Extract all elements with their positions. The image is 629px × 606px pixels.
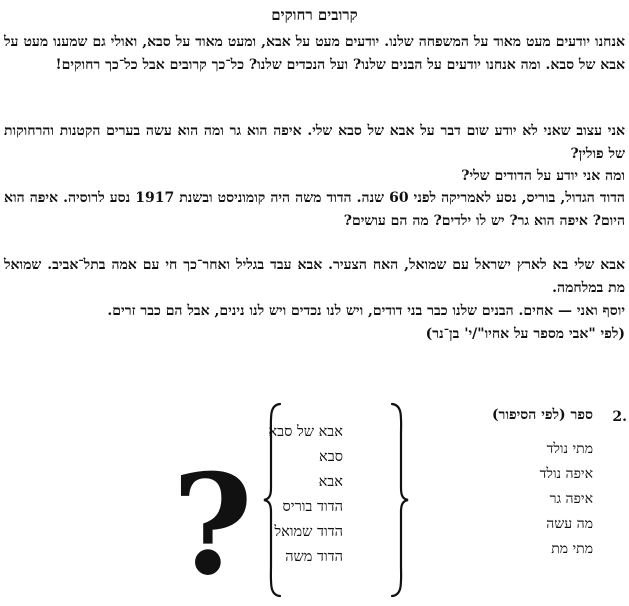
right-brace	[388, 402, 410, 598]
family-member: הדוד שמואל	[274, 524, 343, 540]
left-brace	[262, 402, 284, 598]
question-list	[540, 437, 593, 562]
question-item: מה עשה	[546, 516, 593, 532]
family-member: אבא	[318, 474, 343, 490]
family-member: סבא	[319, 449, 343, 465]
exercise-number: 2.	[612, 409, 627, 425]
exercise-title: ספר (לפי הסיפור)	[491, 407, 593, 423]
paragraph-2: אני עצוב שאני לא יודע שום דבר על אבא של סבא שלי. איפה הוא גר ומה הוא עשה בערים הקטנות והרחוקות של פולין?	[4, 123, 625, 162]
question-item: מתי נולד	[546, 441, 593, 457]
family-member: הדוד משה	[285, 549, 343, 565]
question-mark: ?	[172, 443, 253, 606]
story-title: קרובים רחוקים	[271, 6, 358, 24]
paragraph-6: יוסף ואני — אחים. הבנים שלנו כבר בני דודים, ויש לנו נכדים ויש לנו נינים, אבל הם כבר זרים.	[107, 303, 625, 319]
paragraph-3: ומה אני יודע על הדודים שלי?	[461, 168, 625, 184]
paragraph-4: הדוד הגדול, בוריס, נסע לאמריקה לפני 60 שנה. הדוד משה היה קומוניסט ובשנת 1917 נסע לרוסיה. איפה הוא היום? איפה הוא גר? יש לו ילדים? מה הם עושים?	[4, 190, 625, 229]
question-item: איפה גר	[549, 491, 593, 507]
source-credit: (לפי "אבי מספר על אחיו"/י' בן־נר)	[425, 326, 625, 342]
paragraph-5: אבא שלי בא לארץ ישראל עם שמואל, האח הצעיר. אבא עבד בגליל ואחר־כך חי עם אמה בתל־אביב. שמואל מת במלחמה.	[4, 257, 625, 296]
question-item: מתי מת	[551, 541, 593, 557]
question-item: איפה נולד	[539, 466, 593, 482]
paragraph-1: אנחנו יודעים מעט מאוד על המשפחה שלנו. יודעים מעט על אבא, ומעט מאוד על סבא, ואולי גם שמענו מעט על אבא של סבא. ומה אנחנו יודעים על הבנים שלנו? ועל הנכדים שלנו? כל־כך קרובים אבל כל־כך רחוקים!	[4, 34, 625, 73]
family-member: הדוד בוריס	[282, 499, 343, 515]
family-member: אבא של סבא	[268, 424, 343, 440]
